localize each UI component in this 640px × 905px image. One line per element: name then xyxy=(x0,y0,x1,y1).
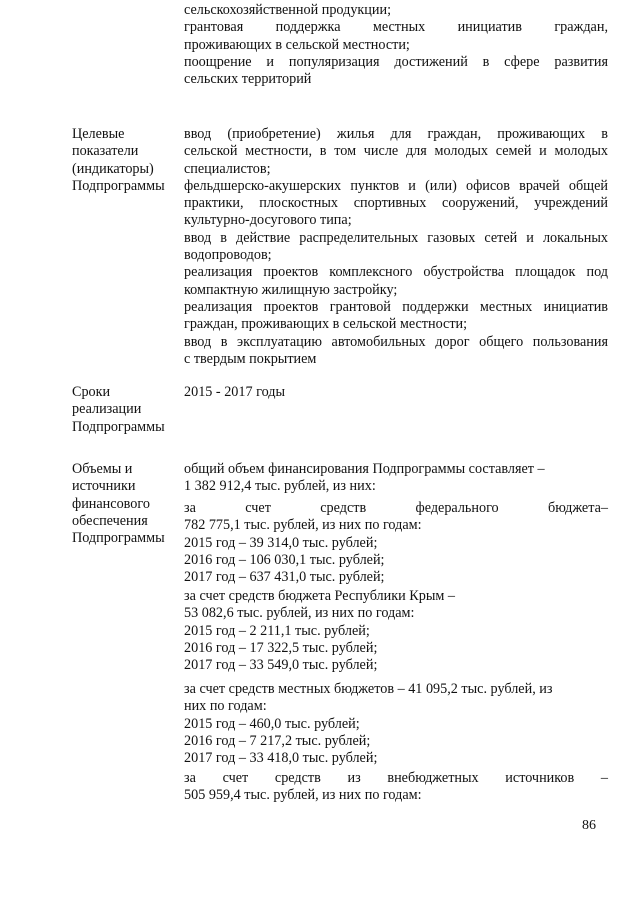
text-line: сельскохозяйственной продукции; xyxy=(184,2,392,18)
indicators-label xyxy=(72,126,184,195)
financing-crimea-block xyxy=(184,588,608,674)
text-line: ввод в действие распределительных газовых сетей и локальных xyxy=(184,229,608,246)
financing-extra-block xyxy=(184,770,608,805)
text-line: 2015 год – 2 211,1 тыс. рублей; xyxy=(184,622,370,639)
terms-value xyxy=(184,384,608,401)
page-number: 86 xyxy=(582,818,596,833)
text-line: за счет средств бюджета Республики Крым – xyxy=(184,588,455,604)
label-line: Подпрограммы xyxy=(72,530,165,547)
financing-local-block xyxy=(184,681,608,767)
text-line: ввод в эксплуатацию автомобильных дорог общего пользования xyxy=(184,333,608,350)
label-line: финансового xyxy=(72,495,150,512)
text-line: граждан, проживающих в сельской местности; xyxy=(184,316,468,333)
financing-federal-block xyxy=(184,500,608,586)
label-line: Объемы и xyxy=(72,461,133,477)
text-line: поощрение и популяризация достижений в сфере развития xyxy=(184,53,608,70)
text-line: 2017 год – 33 549,0 тыс. рублей; xyxy=(184,657,378,674)
label-line: (индикаторы) xyxy=(72,160,154,177)
label-line: Целевые xyxy=(72,126,125,142)
text-line: 2016 год – 106 030,1 тыс. рублей; xyxy=(184,551,385,568)
text-line: 2016 год – 7 217,2 тыс. рублей; xyxy=(184,732,371,749)
text-line: сельских территорий xyxy=(184,71,312,88)
text-line: 782 775,1 тыс. рублей, из них по годам: xyxy=(184,517,422,534)
text-line: ввод (приобретение) жилья для граждан, проживающих в xyxy=(184,126,608,142)
text-line: 2017 год – 637 431,0 тыс. рублей; xyxy=(184,569,385,586)
text-line: за счет средств из внебюджетных источников – xyxy=(184,770,608,786)
label-line: реализации xyxy=(72,401,142,418)
label-line: Сроки xyxy=(72,384,111,400)
label-line: Подпрограммы xyxy=(72,418,165,435)
text-line: 505 959,4 тыс. рублей, из них по годам: xyxy=(184,787,422,804)
text-line: реализация проектов комплексного обустройства площадок под xyxy=(184,264,608,281)
text-line: 2016 год – 17 322,5 тыс. рублей; xyxy=(184,639,378,656)
text-line: за счет средств местных бюджетов – 41 095,2 тыс. рублей, из xyxy=(184,681,553,697)
label-line: источники xyxy=(72,478,136,495)
text-line: с твердым покрытием xyxy=(184,350,317,367)
terms-label xyxy=(72,384,184,436)
text-line: сельской местности, в том числе для молодых семей и молодых xyxy=(184,143,608,160)
text-line: компактную жилищную застройку; xyxy=(184,281,398,298)
text-line: культурно-досугового типа; xyxy=(184,212,352,229)
text-line: 1 382 912,4 тыс. рублей, из них: xyxy=(184,478,376,495)
text-line: практики, плоскостных спортивных сооружений, учреждений xyxy=(184,195,608,212)
text-line: реализация проектов грантовой поддержки местных инициатив xyxy=(184,298,608,315)
text-line: 2015 - 2017 годы xyxy=(184,384,286,400)
indicators-text-block xyxy=(184,126,608,368)
text-line: 2015 год – 39 314,0 тыс. рублей; xyxy=(184,534,378,551)
text-line: специалистов; xyxy=(184,160,271,177)
text-line: общий объем финансирования Подпрограммы составляет – xyxy=(184,461,545,477)
label-line: Подпрограммы xyxy=(72,177,165,194)
financing-total-block xyxy=(184,461,608,496)
text-line: за счет средств федерального бюджета– xyxy=(184,500,608,516)
label-line: показатели xyxy=(72,143,139,160)
text-line: проживающих в сельской местности; xyxy=(184,36,410,53)
text-line: 53 082,6 тыс. рублей, из них по годам: xyxy=(184,605,415,622)
text-line: них по годам: xyxy=(184,698,267,715)
text-line: 2017 год – 33 418,0 тыс. рублей; xyxy=(184,750,378,767)
text-line: фельдшерско-акушерских пунктов и (или) офисов врачей общей xyxy=(184,177,608,194)
text-line: 2015 год – 460,0 тыс. рублей; xyxy=(184,715,360,732)
top-text-block xyxy=(184,2,608,88)
text-line: водопроводов; xyxy=(184,247,272,264)
financing-label xyxy=(72,461,184,547)
label-line: обеспечения xyxy=(72,512,148,529)
text-line: грантовая поддержка местных инициатив граждан, xyxy=(184,19,608,36)
